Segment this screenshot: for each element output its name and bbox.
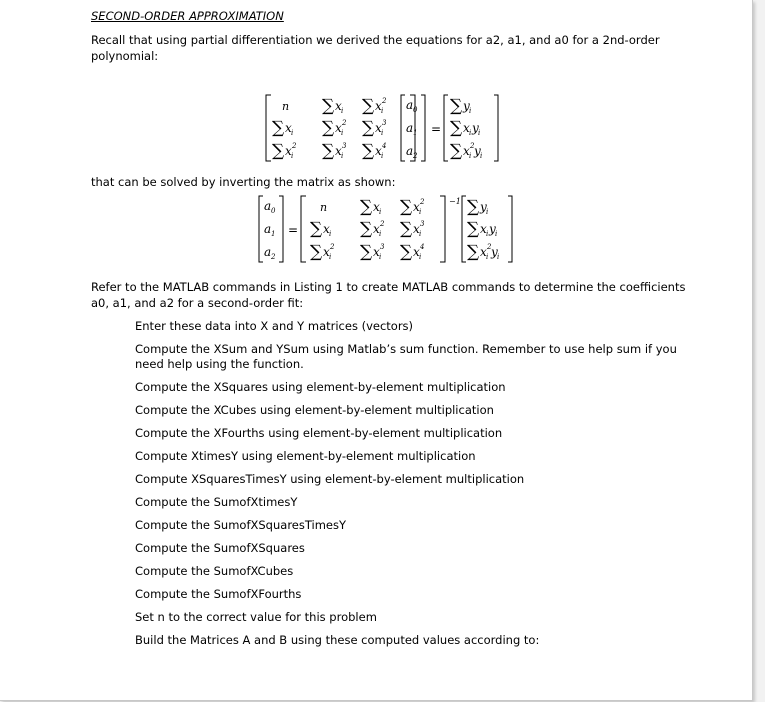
sum-symbol: ∑ (272, 118, 285, 138)
matrix-cell: x (323, 245, 330, 259)
subscript: i (469, 107, 472, 115)
subscript: 1 (271, 230, 276, 238)
subscript: i (495, 230, 498, 238)
sum-symbol: ∑ (400, 197, 413, 217)
equals-sign: = (431, 122, 442, 136)
rhs-cell: y (489, 222, 496, 236)
superscript: 2 (342, 119, 347, 127)
normal-equations-svg (262, 92, 512, 164)
list-item: Compute the XSum and YSum using Matlab’s sum function. Remember to use help sum if you need help using the function. (135, 342, 677, 371)
sum-symbol: ∑ (360, 197, 373, 217)
list-item: Compute the SumofXtimesY (135, 495, 298, 509)
sum-symbol: ∑ (360, 219, 373, 239)
matrix-cell: x (413, 245, 420, 259)
list-item: Compute the SumofXCubes (135, 564, 294, 578)
coefficient-cell: a (264, 222, 272, 236)
bracket (444, 95, 448, 161)
list-item: Compute the SumofXSquaresTimesY (135, 518, 347, 532)
subscript: i (486, 230, 489, 238)
coefficient-cell: a (406, 98, 414, 112)
matrix-cell: x (375, 121, 382, 135)
matrix-cell: n (320, 201, 328, 214)
matrix-cell: x (373, 222, 380, 236)
subscript: i (329, 253, 332, 261)
bracket (259, 196, 263, 262)
subscript: i (341, 129, 344, 137)
matrix-cell: x (373, 245, 380, 259)
subscript: i (419, 208, 422, 216)
subscript: i (480, 152, 483, 160)
bracket (401, 95, 405, 161)
subscript: i (419, 253, 422, 261)
matrix-cell: x (375, 99, 382, 113)
bracket (462, 196, 466, 262)
equals-sign: = (288, 223, 299, 237)
sum-symbol: ∑ (322, 141, 335, 161)
steps-list (135, 319, 695, 656)
inverse-equation-svg (256, 193, 518, 265)
sum-symbol: ∑ (400, 242, 413, 262)
subscript: 0 (271, 207, 276, 215)
rhs-cell: x (463, 144, 470, 158)
rhs-cell: y (463, 99, 470, 113)
matrix-cell: x (335, 121, 342, 135)
matrix-cell: x (413, 200, 420, 214)
subscript: i (329, 230, 332, 238)
matrix-cell: x (335, 99, 342, 113)
superscript: 3 (382, 119, 387, 127)
rhs-cell: y (480, 200, 487, 214)
sum-symbol: ∑ (467, 242, 480, 262)
superscript: 2 (292, 142, 297, 150)
sum-symbol: ∑ (362, 118, 375, 138)
list-item: Compute the XFourths using element-by-element multiplication (135, 426, 503, 440)
list-item: Build the Matrices A and B using these computed values according to: (135, 633, 540, 647)
normal-equations-matrix (262, 92, 512, 168)
list-item: Compute XtimesY using element-by-element multiplication (135, 449, 476, 463)
superscript: 2 (420, 198, 425, 206)
bracket (494, 95, 498, 161)
rhs-cell: y (491, 245, 498, 259)
matrix-cell: x (285, 121, 292, 135)
bracket (421, 95, 425, 161)
superscript: 2 (487, 243, 492, 251)
sum-symbol: ∑ (272, 141, 285, 161)
list-item: Compute the XCubes using element-by-element multiplication (135, 403, 494, 417)
subscript: i (486, 253, 489, 261)
superscript: 4 (420, 243, 425, 251)
subscript: i (381, 107, 384, 115)
rhs-cell: x (463, 121, 470, 135)
sum-symbol: ∑ (450, 96, 463, 116)
superscript: 3 (420, 220, 425, 228)
sum-symbol: ∑ (362, 96, 375, 116)
refer-paragraph: Refer to the MATLAB commands in Listing 1 to create MATLAB commands to determine the coefficients a0, a1, and a2 for a second-order fit: (91, 280, 686, 310)
subscript: i (379, 230, 382, 238)
sum-symbol: ∑ (400, 219, 413, 239)
list-item: Compute the SumofXSquares (135, 541, 305, 555)
subscript: i (486, 208, 489, 216)
sum-symbol: ∑ (310, 242, 323, 262)
subscript: 2 (271, 253, 276, 261)
list-item: Compute XSquaresTimesY using element-by-element multiplication (135, 472, 525, 486)
subscript: 0 (413, 106, 418, 114)
matrix-cell: x (413, 222, 420, 236)
bracket (301, 196, 306, 262)
sum-symbol: ∑ (322, 118, 335, 138)
subscript: i (291, 152, 294, 160)
sum-symbol: ∑ (467, 219, 480, 239)
subscript: i (291, 129, 294, 137)
subscript: i (341, 107, 344, 115)
sum-symbol: ∑ (450, 141, 463, 161)
subscript: i (419, 230, 422, 238)
superscript: 2 (330, 243, 335, 251)
list-item: Compute the XSquares using element-by-element multiplication (135, 380, 506, 394)
matrix-cell: x (285, 144, 292, 158)
matrix-cell: x (373, 200, 380, 214)
matrix-cell: x (375, 144, 382, 158)
inverse-intro-paragraph: that can be solved by inverting the matrix as shown: (91, 175, 396, 189)
coefficient-cell: a (406, 121, 414, 135)
sum-symbol: ∑ (310, 219, 323, 239)
subscript: i (381, 152, 384, 160)
subscript: i (381, 129, 384, 137)
bracket (266, 95, 271, 161)
sum-symbol: ∑ (362, 141, 375, 161)
subscript: 2 (413, 152, 418, 160)
bracket (440, 196, 445, 262)
rhs-cell: y (472, 121, 479, 135)
superscript: 2 (380, 220, 385, 228)
list-item: Compute the SumofXFourths (135, 587, 302, 601)
subscript: 1 (413, 129, 418, 137)
rhs-cell: x (480, 222, 487, 236)
coefficient-cell: a (264, 245, 272, 259)
bracket (508, 196, 512, 262)
list-item: Enter these data into X and Y matrices (vectors) (135, 319, 414, 333)
sum-symbol: ∑ (450, 118, 463, 138)
superscript: 2 (382, 97, 387, 105)
bracket (279, 196, 283, 262)
superscript: 4 (382, 142, 387, 150)
rhs-cell: x (480, 245, 487, 259)
subscript: i (469, 152, 472, 160)
matrix-cell: x (335, 144, 342, 158)
subscript: i (497, 253, 500, 261)
inverse-exponent: −1 (449, 197, 461, 206)
inverse-equation-matrix (256, 193, 518, 269)
subscript: i (379, 253, 382, 261)
rhs-cell: y (474, 144, 481, 158)
subscript: i (379, 208, 382, 216)
matrix-cell: n (282, 100, 290, 113)
coefficient-cell: a (406, 144, 414, 158)
list-item: Set n to the correct value for this problem (135, 610, 377, 624)
subscript: i (478, 129, 481, 137)
section-heading: SECOND-ORDER APPROXIMATION (91, 9, 284, 23)
subscript: i (341, 152, 344, 160)
subscript: i (469, 129, 472, 137)
superscript: 3 (342, 142, 347, 150)
coefficient-cell: a (264, 199, 272, 213)
superscript: 2 (470, 142, 475, 150)
superscript: 3 (380, 243, 385, 251)
intro-paragraph: Recall that using partial differentiation we derived the equations for a2, a1, and a0 for a 2nd-order polynomial: (91, 33, 660, 63)
sum-symbol: ∑ (467, 197, 480, 217)
sum-symbol: ∑ (360, 242, 373, 262)
sum-symbol: ∑ (322, 96, 335, 116)
matrix-cell: x (323, 222, 330, 236)
